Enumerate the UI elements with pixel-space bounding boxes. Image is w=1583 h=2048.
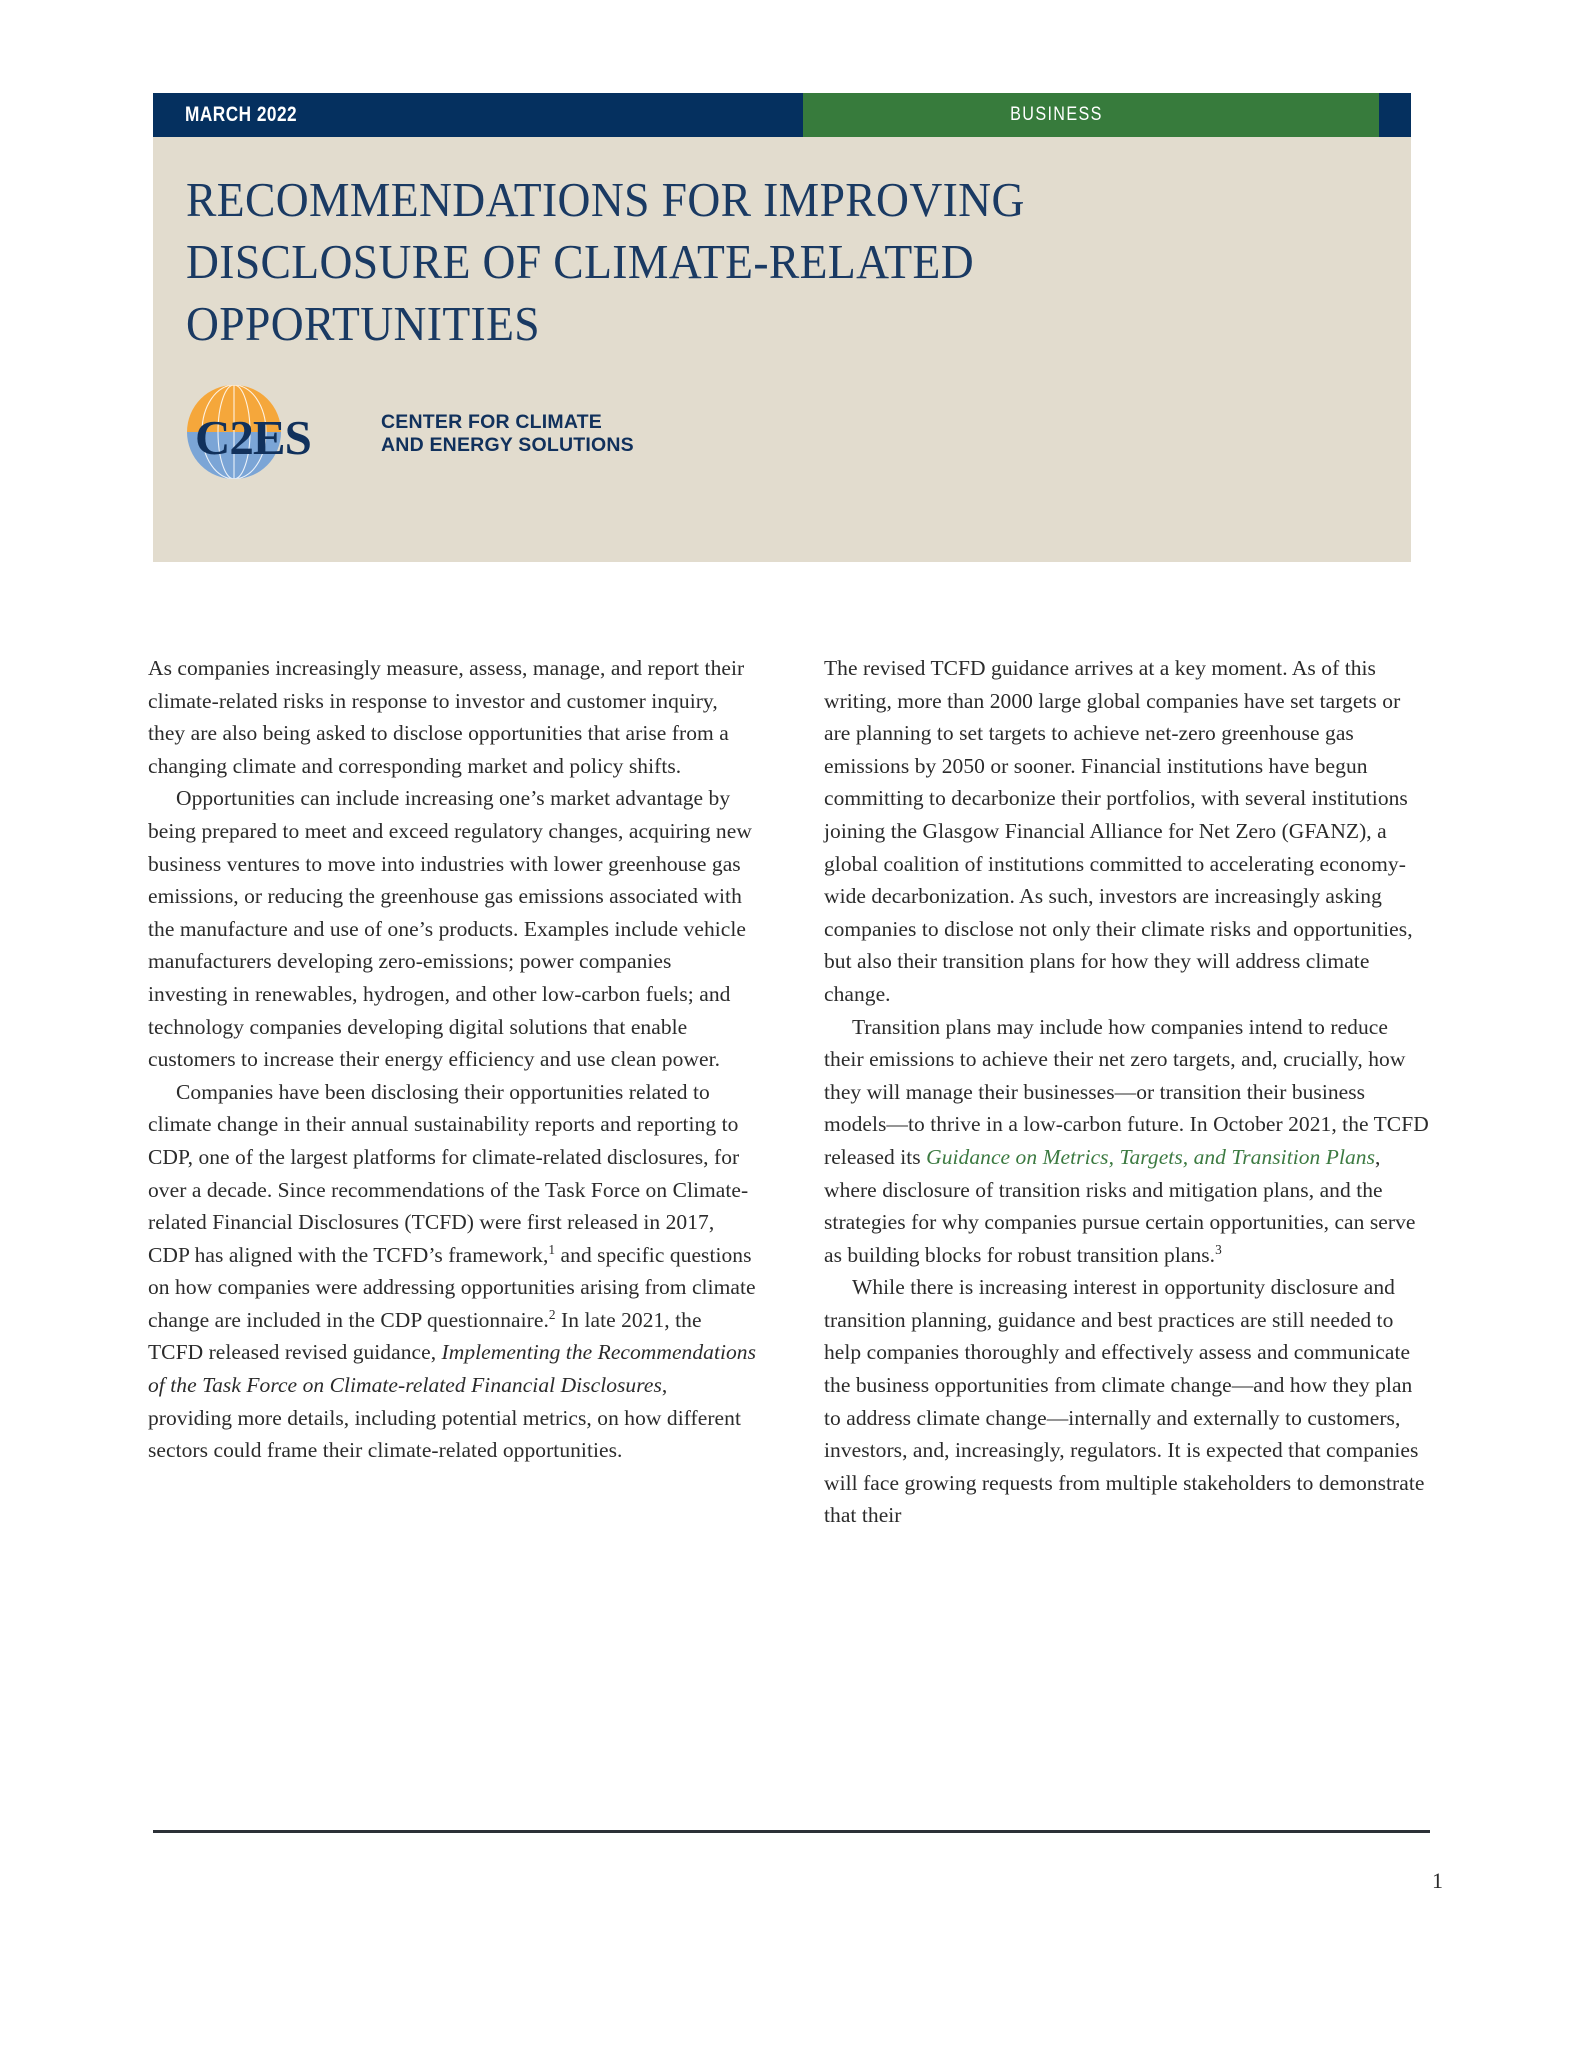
- c2es-logo: [185, 383, 634, 481]
- page-title: [186, 169, 1209, 355]
- masthead-bar: [153, 93, 1411, 137]
- paragraph: [824, 1011, 1432, 1272]
- footer-divider: [153, 1830, 1430, 1833]
- paragraph-text: and specific questions on how companies were addressing opportunities arising from climate change are included in the CDP questionnaire.: [148, 1242, 756, 1332]
- masthead-date: MARCH 2022: [185, 103, 298, 126]
- page-title-line-2: DISCLOSURE OF CLIMATE-RELATED: [186, 234, 975, 289]
- paragraph: Opportunities can include increasing one’s market advantage by being prepared to meet and exceed regulatory changes, acquiring new business ventures to move into industries with lower greenhouse gas emissions, or reducing the greenhouse gas emissions associated with the manufacture and use of one’s products. Examples include vehicle manufacturers developing zero-emissions; power companies investing in renewables, hydrogen, and other low-carbon fuels; and technology companies developing digital solutions that enable customers to increase their energy efficiency and use clean power.: [148, 786, 752, 1072]
- logo-text-line-1: CENTER FOR CLIMATE: [381, 411, 602, 433]
- page-title-line-1: RECOMMENDATIONS FOR IMPROVING: [186, 172, 1025, 227]
- footnote-marker-1[interactable]: 1: [548, 1241, 556, 1257]
- page-number: 1: [1432, 1868, 1443, 1893]
- guidance-link[interactable]: Guidance on Metrics, Targets, and Transition Plans: [926, 1144, 1375, 1169]
- right-column: [824, 652, 1432, 1532]
- masthead-endcap: [1379, 93, 1411, 137]
- paragraph-text: Companies have been disclosing their opportunities related to climate change in their annual sustainability reports and reporting to CDP, one of the largest platforms for climate-related disclosures, for over a decade. Since recommendations of the Task Force on Climate-related Financial Disclosures (TCFD) were first released in 2017, CDP has aligned with the TCFD’s framework,: [148, 1079, 749, 1267]
- body-columns: [148, 652, 1433, 1532]
- footnote-marker-3[interactable]: 3: [1215, 1241, 1222, 1257]
- publication-title: Implementing the Recommendations of the Task Force on Climate-related Financial Disclosures: [148, 1340, 757, 1398]
- paragraph: While there is increasing interest in opportunity disclosure and transition planning, guidance and best practices are still needed to help companies thoroughly and effectively assess and communicate the business opportunities from climate change—and how they plan to address climate change—internally and externally to customers, investors, and, increasingly, regulators. It is expected that companies will face growing requests from multiple stakeholders to demonstrate that their: [824, 1275, 1425, 1528]
- paragraph-text: , where disclosure of transition risks and mitigation plans, and the strategies for why companies pursue certain opportunities, can serve as building blocks for robust transition plans.: [824, 1144, 1416, 1267]
- left-column: [148, 652, 756, 1532]
- paragraph-text: In late 2021, the TCFD released revised guidance,: [148, 1307, 702, 1365]
- paragraph: As companies increasingly measure, assess, manage, and report their climate-related risks in response to investor and customer inquiry, they are also being asked to disclose opportunities that arise from a changing climate and corresponding market and policy shifts.: [148, 656, 745, 778]
- logo-wordmark: C2ES: [195, 410, 311, 465]
- globe-icon: [185, 383, 311, 481]
- footnote-marker-2[interactable]: 2: [548, 1306, 556, 1322]
- logo-organization-name: [381, 407, 634, 457]
- paragraph: [148, 1076, 756, 1467]
- paragraph-text: Transition plans may include how companies intend to reduce their emissions to achieve their net zero targets, and, crucially, how they will manage their businesses—or transition their business models—to thrive in a low-carbon future. In October 2021, the TCFD released its: [824, 1014, 1429, 1169]
- masthead-date-block: [153, 93, 803, 137]
- masthead-category: BUSINESS: [1009, 104, 1103, 125]
- title-band: [153, 137, 1411, 562]
- paragraph-text: , providing more details, including potential metrics, on how different sectors could frame their climate-related opportunities.: [148, 1373, 741, 1463]
- page-title-line-3: OPPORTUNITIES: [186, 296, 541, 351]
- paragraph: The revised TCFD guidance arrives at a key moment. As of this writing, more than 2000 large global companies have set targets or are planning to set targets to achieve net-zero greenhouse gas emissions by 2050 or sooner. Financial institutions have begun committing to decarbonize their portfolios, with several institutions joining the Glasgow Financial Alliance for Net Zero (GFANZ), a global coalition of institutions committed to accelerating economy-wide decarbonization. As such, investors are increasingly asking companies to disclose not only their climate risks and opportunities, but also their transition plans for how they will address climate change.: [824, 656, 1413, 1006]
- masthead-category-block: [803, 93, 1379, 137]
- logo-text-line-2: AND ENERGY SOLUTIONS: [381, 434, 634, 456]
